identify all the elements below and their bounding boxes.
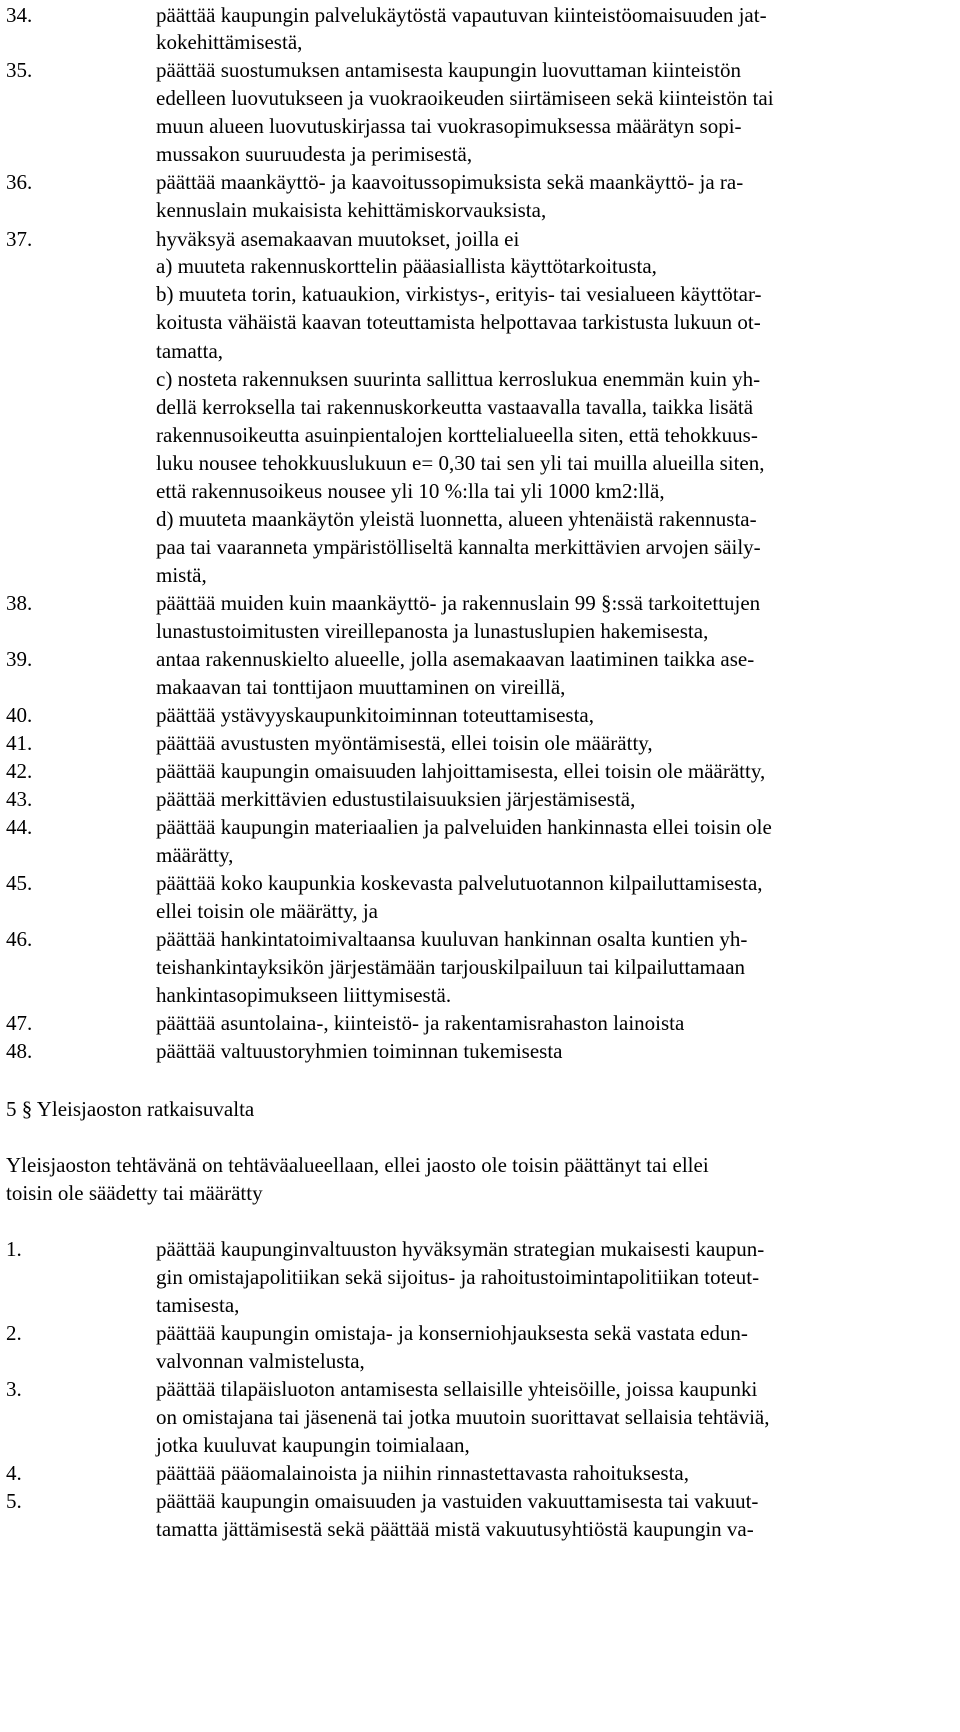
item-text-line: päättää merkittävien edustustilaisuuksien järjestämisestä, xyxy=(156,787,636,811)
item-number: 1. xyxy=(6,1237,22,1261)
item-text-line: mussakon suuruudesta ja perimisestä, xyxy=(156,142,473,166)
item-text-line: päättää tilapäisluoton antamisesta sellaisille yhteisöille, joissa kaupunki xyxy=(156,1377,758,1401)
section-heading: 5 § Yleisjaoston ratkaisuvalta xyxy=(6,1097,255,1121)
item-text-line: rakennusoikeutta asuinpientalojen korttelialueella siten, että tehokkuus- xyxy=(156,423,758,447)
item-number: 5. xyxy=(6,1489,22,1513)
item-text-line: päättää asuntolaina-, kiinteistö- ja rakentamisrahaston lainoista xyxy=(156,1011,685,1035)
item-text-line: päättää kaupunginvaltuuston hyväksymän strategian mukaisesti kaupun- xyxy=(156,1237,765,1261)
item-text-line: päättää valtuustoryhmien toiminnan tukemisesta xyxy=(156,1039,563,1063)
item-text-line: c) nosteta rakennuksen suurinta sallittua kerroslukua enemmän kuin yh- xyxy=(156,367,761,391)
item-text-line: edelleen luovutukseen ja vuokraoikeuden siirtämiseen sekä kiinteistön tai xyxy=(156,86,774,110)
item-text-line: kokehittämisestä, xyxy=(156,30,303,54)
item-text-line: päättää koko kaupunkia koskevasta palvelutuotannon kilpailuttamisesta, xyxy=(156,871,763,895)
item-text-line: hankintasopimukseen liittymisestä. xyxy=(156,983,452,1007)
item-text-line: päättää pääomalainoista ja niihin rinnastettavasta rahoituksesta, xyxy=(156,1461,689,1485)
item-text-line: hyväksyä asemakaavan muutokset, joilla ei xyxy=(156,227,520,251)
item-text-line: päättää kaupungin omistaja- ja konserniohjauksesta sekä vastata edun- xyxy=(156,1321,748,1345)
item-text-line: päättää muiden kuin maankäyttö- ja rakennuslain 99 §:ssä tarkoitettujen xyxy=(156,591,761,615)
item-number: 40. xyxy=(6,703,33,727)
item-number: 4. xyxy=(6,1461,22,1485)
item-text-line: dellä kerroksella tai rakennuskorkeutta vastaavalla tavalla, taikka lisätä xyxy=(156,395,754,419)
item-number: 39. xyxy=(6,647,33,671)
item-text-line: b) muuteta torin, katuaukion, virkistys-, erityis- tai vesialueen käyttötar- xyxy=(156,282,762,306)
item-text-line: päättää ystävyyskaupunkitoiminnan toteuttamisesta, xyxy=(156,703,594,727)
item-text-line: muun alueen luovutuskirjassa tai vuokrasopimuksessa määrätyn sopi- xyxy=(156,114,742,138)
item-number: 35. xyxy=(6,58,33,82)
item-text-line: tamatta jättämisestä sekä päättää mistä vakuutusyhtiöstä kaupungin va- xyxy=(156,1517,754,1541)
item-number: 44. xyxy=(6,815,33,839)
item-text-line: määrätty, xyxy=(156,843,234,867)
item-text-line: teishankintayksikön järjestämään tarjouskilpailuun tai kilpailuttamaan xyxy=(156,955,746,979)
item-number: 2. xyxy=(6,1321,22,1345)
intro-line: toisin ole säädetty tai määrätty xyxy=(6,1181,263,1205)
item-text-line: on omistajana tai jäsenenä tai jotka muutoin suorittavat sellaisia tehtäviä, xyxy=(156,1405,770,1429)
item-text-line: koitusta vähäistä kaavan toteuttamista helpottavaa tarkistusta lukuun ot- xyxy=(156,310,761,334)
item-number: 41. xyxy=(6,731,33,755)
item-number: 42. xyxy=(6,759,33,783)
item-text-line: päättää maankäyttö- ja kaavoitussopimuksista sekä maankäyttö- ja ra- xyxy=(156,170,744,194)
item-text-line: päättää kaupungin omaisuuden lahjoittamisesta, ellei toisin ole määrätty, xyxy=(156,759,766,783)
item-number: 36. xyxy=(6,170,33,194)
item-text-line: jotka kuuluvat kaupungin toimialaan, xyxy=(156,1433,470,1457)
item-number: 3. xyxy=(6,1377,22,1401)
item-text-line: valvonnan valmistelusta, xyxy=(156,1349,365,1373)
item-text-line: lunastustoimitusten vireillepanosta ja lunastuslupien hakemisesta, xyxy=(156,619,709,643)
item-number: 45. xyxy=(6,871,33,895)
item-text-line: päättää kaupungin omaisuuden ja vastuiden vakuuttamisesta tai vakuut- xyxy=(156,1489,759,1513)
item-text-line: että rakennusoikeus nousee yli 10 %:lla tai yli 1000 km2:llä, xyxy=(156,479,665,503)
item-text-line: mistä, xyxy=(156,563,207,587)
item-number: 43. xyxy=(6,787,33,811)
item-text-line: luku nousee tehokkuuslukuun e= 0,30 tai sen yli tai muilla alueilla siten, xyxy=(156,451,765,475)
item-text-line: päättää avustusten myöntämisestä, ellei toisin ole määrätty, xyxy=(156,731,653,755)
item-number: 46. xyxy=(6,927,33,951)
item-text-line: paa tai vaaranneta ympäristölliseltä kannalta merkittävien arvojen säily- xyxy=(156,535,761,559)
item-text-line: tamatta, xyxy=(156,339,224,363)
intro-line: Yleisjaoston tehtävänä on tehtäväalueellaan, ellei jaosto ole toisin päättänyt tai ellei xyxy=(6,1153,709,1177)
item-text-line: antaa rakennuskielto alueelle, jolla asemakaavan laatiminen taikka ase- xyxy=(156,647,755,671)
item-text-line: päättää suostumuksen antamisesta kaupungin luovuttaman kiinteistön xyxy=(156,58,741,82)
item-text-line: päättää kaupungin materiaalien ja palveluiden hankinnasta ellei toisin ole xyxy=(156,815,772,839)
item-number: 34. xyxy=(6,3,33,27)
item-number: 37. xyxy=(6,227,33,251)
item-text-line: päättää hankintatoimivaltaansa kuuluvan hankinnan osalta kuntien yh- xyxy=(156,927,748,951)
item-number: 38. xyxy=(6,591,33,615)
item-text-line: kennuslain mukaisista kehittämiskorvauksista, xyxy=(156,198,547,222)
item-text-line: d) muuteta maankäytön yleistä luonnetta, alueen yhtenäistä rakennusta- xyxy=(156,507,757,531)
item-number: 47. xyxy=(6,1011,33,1035)
item-text-line: tamisesta, xyxy=(156,1293,240,1317)
item-text-line: makaavan tai tonttijaon muuttaminen on vireillä, xyxy=(156,675,566,699)
item-text-line: gin omistajapolitiikan sekä sijoitus- ja rahoitustoimintapolitiikan toteut- xyxy=(156,1265,760,1289)
item-text-line: ellei toisin ole määrätty, ja xyxy=(156,899,378,923)
item-number: 48. xyxy=(6,1039,33,1063)
item-text-line: a) muuteta rakennuskorttelin pääasiallista käyttötarkoitusta, xyxy=(156,254,657,278)
item-text-line: päättää kaupungin palvelukäytöstä vapautuvan kiinteistöomaisuuden jat- xyxy=(156,3,767,27)
